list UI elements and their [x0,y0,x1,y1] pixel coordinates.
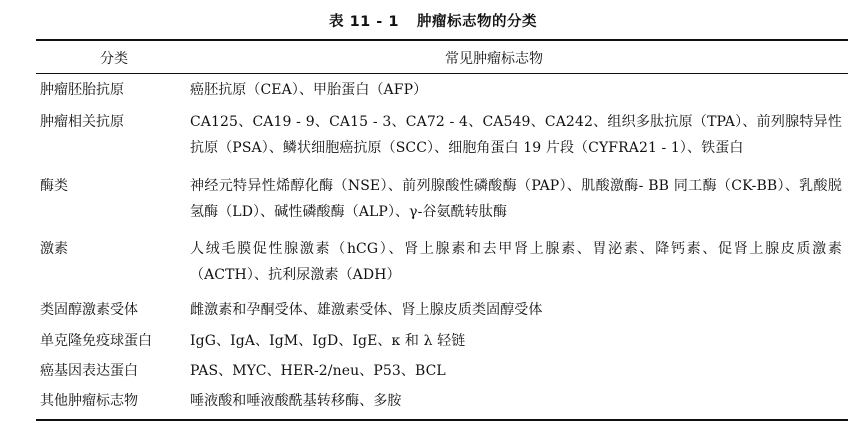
row-category: 肿瘤相关抗原 [40,114,124,130]
row-category: 肿瘤胚胎抗原 [40,82,124,98]
table-bottom-rule [36,419,848,421]
table-caption [0,10,866,31]
table-top-rule [36,39,848,41]
row-markers: CA125、CA19 - 9、CA15 - 3、CA72 - 4、CA549、CA242、组织多肽抗原（TPA）、前列腺特异性抗原（PSA）、鳞状细胞癌抗原（SCC）、细胞角蛋白 19 片段（CYFRA21 - 1）、铁蛋白 [190,114,842,156]
row-markers: 癌胚抗原（CEA）、甲胎蛋白（AFP） [190,82,428,98]
row-category: 其他肿瘤标志物 [40,393,138,409]
row-category: 癌基因表达蛋白 [40,363,138,379]
table-title: 肿瘤标志物的分类 [416,14,537,30]
row-category: 酶类 [40,178,68,194]
row-markers: 人绒毛膜促性腺激素（hCG）、肾上腺素和去甲肾上腺素、胃泌素、降钙素、促肾上腺皮质激素（ACTH）、抗利尿激素（ADH） [190,241,842,283]
row-category: 单克隆免疫球蛋白 [40,333,152,349]
row-markers: IgG、IgA、IgM、IgD、IgE、κ 和 λ 轻链 [190,333,466,349]
column-header-category: 分类 [100,51,128,67]
row-markers: 神经元特异性烯醇化酶（NSE）、前列腺酸性磷酸酶（PAP）、肌酸激酶- BB 同工酶（CK-BB）、乳酸脱氢酶（LD）、碱性磷酸酶（ALP）、γ-谷氨酰转肽酶 [190,178,842,220]
row-category: 类固醇激素受体 [40,302,138,318]
table-header-rule [36,73,848,74]
row-markers: 唾液酸和唾液酸酰基转移酶、多胺 [190,393,402,409]
table-number: 表 11 - 1 [329,14,399,30]
row-markers: 雌激素和孕酮受体、雄激素受体、肾上腺皮质类固醇受体 [190,302,543,318]
column-header-markers: 常见肿瘤标志物 [445,51,543,67]
row-category: 激素 [40,241,68,257]
row-markers: PAS、MYC、HER-2/neu、P53、BCL [190,363,446,379]
